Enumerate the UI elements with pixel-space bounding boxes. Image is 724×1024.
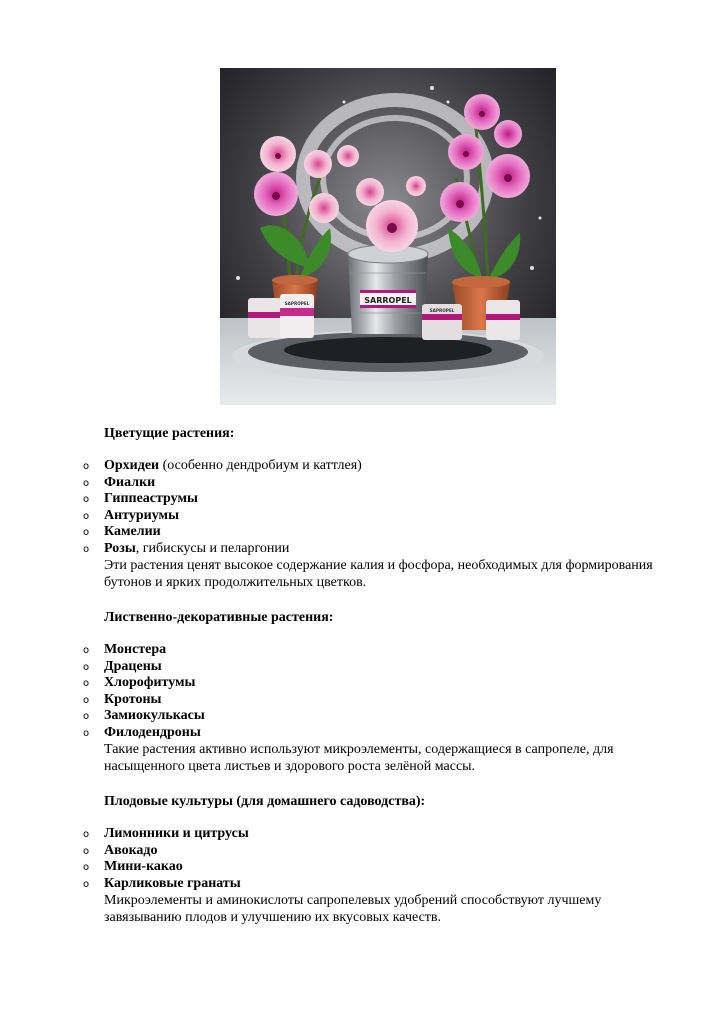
item-bold: Карликовые гранаты <box>104 875 241 891</box>
item-bold: Замиокулькасы <box>104 708 205 724</box>
bullet-icon: o <box>83 878 90 890</box>
list-foliage <box>80 642 205 742</box>
bullet-icon: o <box>83 461 90 472</box>
list-item <box>80 876 249 893</box>
bucket-label: SARROPEL <box>364 296 412 305</box>
item-bold: Розы <box>104 540 136 556</box>
item-bold: Камелии <box>104 524 161 540</box>
list-item <box>80 843 249 860</box>
list-item <box>80 475 362 492</box>
bullet-icon: o <box>83 727 90 739</box>
list-item <box>80 692 205 709</box>
bullet-icon: o <box>83 862 90 874</box>
list-item <box>80 491 362 508</box>
list-item <box>80 524 362 541</box>
item-bold: Антуриумы <box>104 507 180 523</box>
item-rest: (особенно дендробиум и каттлея) <box>159 458 362 473</box>
packet-label: SAPROPEL <box>429 308 455 313</box>
section-title-foliage: Лиственно-декоративные растения: <box>104 610 334 625</box>
bullet-icon: o <box>83 645 90 656</box>
bullet-icon: o <box>83 494 90 506</box>
item-bold: Драцены <box>104 658 162 674</box>
item-bold: Филодендроны <box>104 724 201 740</box>
list-item <box>80 826 249 843</box>
item-rest: , гибискусы и пеларгонии <box>135 540 290 556</box>
item-bold: Лимонники и цитрусы <box>104 826 249 841</box>
list-flowering <box>80 458 362 558</box>
bullet-icon: o <box>83 845 90 857</box>
item-bold: Авокадо <box>104 842 158 858</box>
item-bold: Гиппеаструмы <box>104 491 198 507</box>
bullet-icon: o <box>83 543 90 555</box>
section-title-flowering: Цветущие растения: <box>104 426 235 441</box>
list-item <box>80 508 362 525</box>
bullet-icon: o <box>83 527 90 539</box>
item-bold: Монстера <box>104 642 167 657</box>
product-illustration <box>220 68 556 405</box>
bullet-icon: o <box>83 661 90 673</box>
item-bold: Кротоны <box>104 691 162 707</box>
section-title-fruit: Плодовые культуры (для домашнего садоводства): <box>104 794 426 809</box>
section-note-fruit: Микроэлементы и аминокислоты сапропелевых удобрений способствуют лучшему завязыванию плодов и улучшению их вкусовых качеств. <box>104 893 602 925</box>
item-bold: Орхидеи <box>104 458 160 473</box>
list-fruit <box>80 826 249 892</box>
item-bold: Хлорофитумы <box>104 675 196 691</box>
list-item <box>80 675 205 692</box>
bullet-icon: o <box>83 711 90 723</box>
section-note-flowering: Эти растения ценят высокое содержание калия и фосфора, необходимых для формирования бутонов и ярких продолжительных цветков. <box>104 558 653 590</box>
list-item <box>80 859 249 876</box>
list-item <box>80 458 362 475</box>
bullet-icon: o <box>83 829 90 840</box>
list-item <box>80 659 205 676</box>
bullet-icon: o <box>83 510 90 522</box>
list-item <box>80 725 205 742</box>
item-bold: Фиалки <box>104 474 156 490</box>
list-item <box>80 541 362 558</box>
bullet-icon: o <box>83 477 90 489</box>
bullet-icon: o <box>83 678 90 690</box>
list-item <box>80 708 205 725</box>
bullet-icon: o <box>83 694 90 706</box>
list-item <box>80 642 205 659</box>
section-note-foliage: Такие растения активно используют микроэлементы, содержащиеся в сапропеле, для насыщенного цвета листьев и здорового роста зелёной массы. <box>104 742 614 774</box>
packet-label: SAPROPEL <box>284 301 310 306</box>
item-bold: Мини-какао <box>104 859 183 875</box>
